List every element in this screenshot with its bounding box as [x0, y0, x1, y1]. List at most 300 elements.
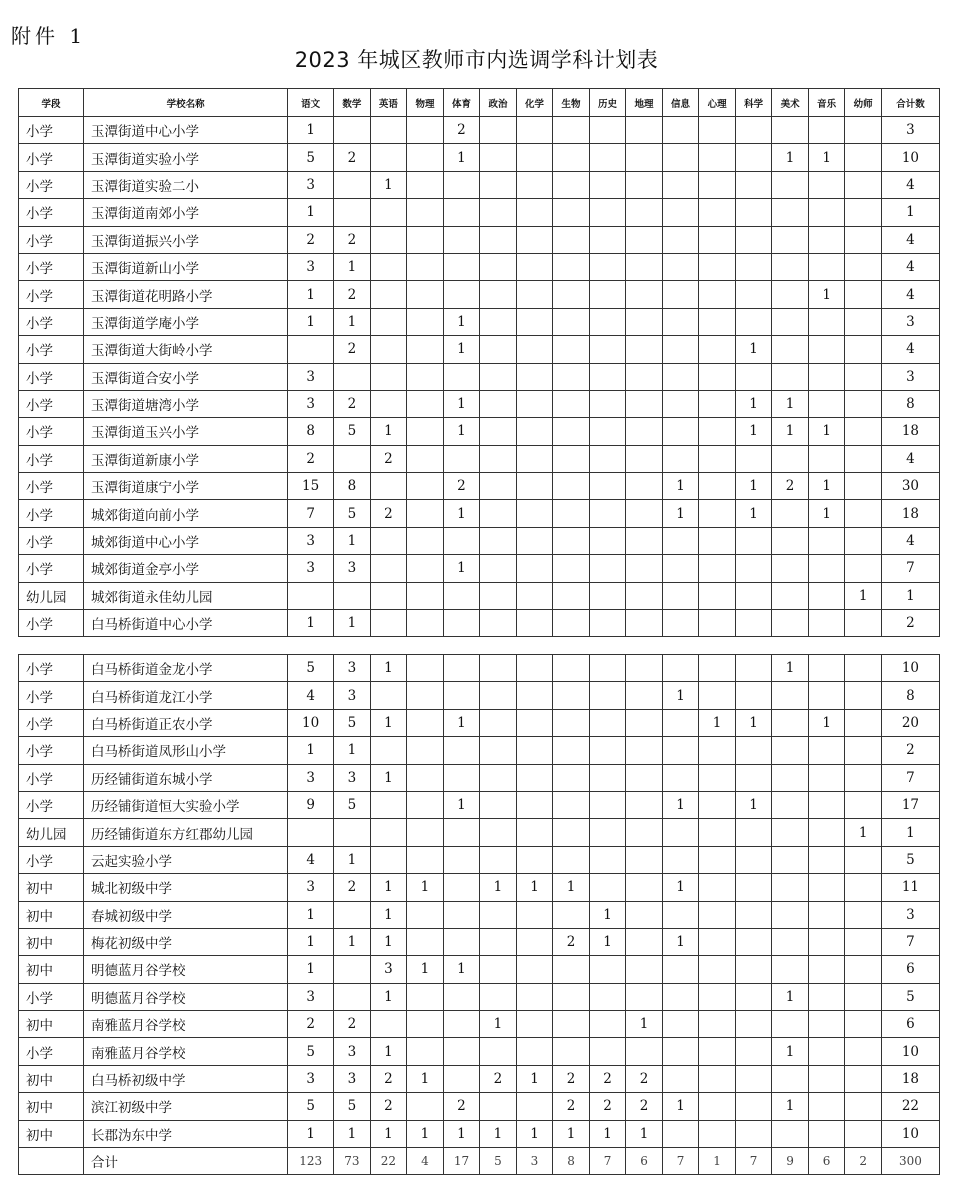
subject-count-cell: 1 — [589, 928, 626, 955]
subject-count-cell: 1 — [334, 737, 371, 764]
subject-count-cell — [735, 144, 772, 171]
subject-count-cell — [626, 737, 663, 764]
subject-count-cell — [589, 1038, 626, 1065]
table-row — [19, 500, 940, 527]
stage-cell: 小学 — [19, 610, 84, 637]
subject-count-cell — [772, 445, 809, 472]
subject-count-cell — [407, 819, 444, 846]
subject-count-cell — [808, 983, 845, 1010]
subject-count-cell: 1 — [772, 983, 809, 1010]
subject-count-cell — [407, 791, 444, 818]
subject-count-cell: 1 — [334, 846, 371, 873]
subject-count-cell: 1 — [334, 1120, 371, 1147]
subject-count-cell: 1 — [553, 1120, 590, 1147]
subject-count-cell — [845, 144, 882, 171]
subject-count-cell: 2 — [553, 1093, 590, 1120]
subject-count-cell — [589, 500, 626, 527]
subject-count-cell: 2 — [553, 928, 590, 955]
subject-count-cell: 3 — [334, 682, 371, 709]
subject-count-cell — [662, 983, 699, 1010]
subject-count-cell — [662, 709, 699, 736]
subject-count-cell — [370, 363, 407, 390]
subject-count-cell — [407, 117, 444, 144]
subject-count-cell: 5 — [334, 500, 371, 527]
stage-cell: 小学 — [19, 144, 84, 171]
row-total-cell: 1 — [881, 199, 939, 226]
table-row — [19, 281, 940, 308]
table-body-part-2 — [19, 655, 940, 1175]
subject-count-cell — [589, 582, 626, 609]
subject-count-cell — [845, 226, 882, 253]
header-subject-biology: 生物 — [553, 89, 590, 117]
subject-count-cell — [845, 555, 882, 582]
table-row — [19, 655, 940, 682]
subject-count-cell: 2 — [626, 1093, 663, 1120]
subject-count-cell — [626, 956, 663, 983]
subject-count-cell — [626, 846, 663, 873]
subject-count-cell — [772, 582, 809, 609]
subject-count-cell: 1 — [288, 928, 334, 955]
subject-count-cell — [626, 819, 663, 846]
table-row — [19, 709, 940, 736]
stage-cell — [19, 1148, 84, 1175]
subject-count-cell: 1 — [589, 901, 626, 928]
subject-count-cell — [845, 308, 882, 335]
subject-count-cell — [553, 582, 590, 609]
subject-count-cell — [808, 737, 845, 764]
subject-count-cell — [626, 226, 663, 253]
subject-count-cell: 1 — [772, 390, 809, 417]
subject-count-cell — [553, 791, 590, 818]
subject-count-cell — [772, 846, 809, 873]
subject-count-cell — [845, 1011, 882, 1038]
header-subject-pe: 体育 — [443, 89, 480, 117]
row-total-cell: 11 — [881, 874, 939, 901]
stage-cell: 小学 — [19, 983, 84, 1010]
subject-count-cell — [553, 1011, 590, 1038]
subject-count-cell — [516, 764, 553, 791]
subject-count-cell — [407, 682, 444, 709]
subject-count-cell — [808, 308, 845, 335]
subject-count-cell — [407, 610, 444, 637]
subject-count-cell — [407, 555, 444, 582]
table-row — [19, 171, 940, 198]
table-row — [19, 610, 940, 637]
school-name-cell: 明德蓝月谷学校 — [84, 983, 288, 1010]
subject-count-cell — [443, 764, 480, 791]
subject-count-cell — [553, 390, 590, 417]
subject-count-cell — [808, 1038, 845, 1065]
subject-count-cell — [443, 983, 480, 1010]
subject-count-cell — [626, 445, 663, 472]
subject-count-cell — [845, 473, 882, 500]
subject-count-cell: 2 — [334, 874, 371, 901]
subject-count-cell — [516, 199, 553, 226]
table-row — [19, 983, 940, 1010]
subject-count-cell — [808, 791, 845, 818]
row-total-cell: 5 — [881, 846, 939, 873]
subject-count-cell — [845, 281, 882, 308]
school-name-cell: 玉潭街道南郊小学 — [84, 199, 288, 226]
row-total-cell: 10 — [881, 655, 939, 682]
subject-count-cell — [699, 928, 736, 955]
subject-count-cell — [626, 117, 663, 144]
stage-cell: 初中 — [19, 1093, 84, 1120]
subject-count-cell — [480, 500, 517, 527]
subject-count-cell — [626, 582, 663, 609]
subject-count-cell — [407, 171, 444, 198]
table-row — [19, 336, 940, 363]
subject-count-cell: 9 — [772, 1148, 809, 1175]
subject-count-cell — [808, 363, 845, 390]
subject-count-cell — [735, 737, 772, 764]
header-subject-chemistry: 化学 — [516, 89, 553, 117]
subject-count-cell — [662, 253, 699, 280]
subject-count-cell — [553, 171, 590, 198]
row-total-cell: 4 — [881, 253, 939, 280]
row-total-cell: 3 — [881, 308, 939, 335]
subject-count-cell — [662, 226, 699, 253]
subject-count-cell — [480, 709, 517, 736]
subject-count-cell: 1 — [443, 956, 480, 983]
header-subject-english: 英语 — [370, 89, 407, 117]
subject-count-cell: 1 — [334, 308, 371, 335]
subject-count-cell — [370, 682, 407, 709]
header-subject-art: 美术 — [772, 89, 809, 117]
subject-count-cell: 1 — [334, 928, 371, 955]
subject-count-cell: 2 — [370, 1065, 407, 1092]
subject-count-cell: 15 — [288, 473, 334, 500]
subject-count-cell — [626, 527, 663, 554]
subject-count-cell — [288, 336, 334, 363]
subject-count-cell — [480, 901, 517, 928]
subject-count-cell — [626, 390, 663, 417]
subject-count-cell — [662, 363, 699, 390]
subject-count-cell: 2 — [370, 445, 407, 472]
subject-count-cell — [699, 171, 736, 198]
subject-count-cell — [370, 336, 407, 363]
header-subject-math: 数学 — [334, 89, 371, 117]
subject-count-cell — [553, 709, 590, 736]
subject-count-cell: 7 — [589, 1148, 626, 1175]
subject-count-cell — [808, 555, 845, 582]
stage-cell: 小学 — [19, 737, 84, 764]
subject-count-cell: 1 — [772, 1038, 809, 1065]
subject-count-cell — [772, 956, 809, 983]
subject-count-cell — [808, 819, 845, 846]
stage-cell: 小学 — [19, 791, 84, 818]
stage-cell: 小学 — [19, 253, 84, 280]
subject-count-cell: 1 — [443, 390, 480, 417]
row-total-cell: 4 — [881, 336, 939, 363]
subject-count-cell: 2 — [334, 144, 371, 171]
subject-count-cell — [808, 928, 845, 955]
row-total-cell: 10 — [881, 1120, 939, 1147]
subject-count-cell: 1 — [808, 418, 845, 445]
school-name-cell: 白马桥街道正农小学 — [84, 709, 288, 736]
table-row — [19, 956, 940, 983]
subject-count-cell: 1 — [662, 682, 699, 709]
subject-count-cell — [589, 764, 626, 791]
subject-count-cell — [808, 655, 845, 682]
subject-count-cell — [553, 655, 590, 682]
row-total-cell: 3 — [881, 363, 939, 390]
subject-count-cell — [443, 655, 480, 682]
plan-table-part-1 — [18, 88, 940, 637]
subject-count-cell — [589, 473, 626, 500]
subject-count-cell — [443, 445, 480, 472]
subject-count-cell — [516, 582, 553, 609]
subject-count-cell — [845, 791, 882, 818]
subject-count-cell — [626, 199, 663, 226]
subject-count-cell — [370, 390, 407, 417]
subject-count-cell: 3 — [288, 874, 334, 901]
subject-count-cell: 3 — [288, 764, 334, 791]
subject-count-cell — [589, 737, 626, 764]
subject-count-cell — [845, 527, 882, 554]
stage-cell: 小学 — [19, 390, 84, 417]
subject-count-cell — [735, 281, 772, 308]
subject-count-cell — [553, 956, 590, 983]
subject-count-cell — [480, 253, 517, 280]
subject-count-cell — [735, 253, 772, 280]
subject-count-cell — [334, 171, 371, 198]
stage-cell: 初中 — [19, 874, 84, 901]
subject-count-cell: 1 — [699, 709, 736, 736]
subject-count-cell — [699, 1120, 736, 1147]
subject-count-cell: 1 — [772, 418, 809, 445]
subject-count-cell — [589, 610, 626, 637]
subject-count-cell — [626, 928, 663, 955]
school-name-cell: 玉潭街道新康小学 — [84, 445, 288, 472]
stage-cell: 小学 — [19, 500, 84, 527]
subject-count-cell — [808, 171, 845, 198]
subject-count-cell: 1 — [288, 901, 334, 928]
table-row — [19, 928, 940, 955]
total-row — [19, 1148, 940, 1175]
row-total-cell: 10 — [881, 1038, 939, 1065]
subject-count-cell: 2 — [370, 500, 407, 527]
subject-count-cell — [480, 582, 517, 609]
subject-count-cell: 2 — [589, 1093, 626, 1120]
subject-count-cell — [480, 336, 517, 363]
subject-count-cell: 7 — [735, 1148, 772, 1175]
school-name-cell: 城郊街道向前小学 — [84, 500, 288, 527]
subject-count-cell — [516, 226, 553, 253]
subject-count-cell — [808, 610, 845, 637]
subject-count-cell — [516, 253, 553, 280]
subject-count-cell — [288, 582, 334, 609]
stage-cell: 小学 — [19, 171, 84, 198]
subject-count-cell — [626, 682, 663, 709]
subject-count-cell — [589, 956, 626, 983]
subject-count-cell: 1 — [735, 500, 772, 527]
subject-count-cell — [845, 901, 882, 928]
subject-count-cell — [516, 473, 553, 500]
subject-count-cell — [772, 308, 809, 335]
subject-count-cell — [626, 363, 663, 390]
subject-count-cell — [735, 983, 772, 1010]
subject-count-cell — [699, 445, 736, 472]
subject-count-cell — [699, 764, 736, 791]
subject-count-cell — [443, 1065, 480, 1092]
subject-count-cell — [845, 500, 882, 527]
table-row — [19, 363, 940, 390]
subject-count-cell: 2 — [288, 226, 334, 253]
school-name-cell: 玉潭街道新山小学 — [84, 253, 288, 280]
subject-count-cell: 1 — [516, 874, 553, 901]
subject-count-cell — [626, 610, 663, 637]
stage-cell: 小学 — [19, 555, 84, 582]
subject-count-cell — [845, 253, 882, 280]
subject-count-cell — [589, 709, 626, 736]
table-row — [19, 199, 940, 226]
school-name-cell: 历经铺街道东城小学 — [84, 764, 288, 791]
subject-count-cell — [407, 308, 444, 335]
subject-count-cell: 2 — [845, 1148, 882, 1175]
school-name-cell: 梅花初级中学 — [84, 928, 288, 955]
subject-count-cell: 3 — [370, 956, 407, 983]
subject-count-cell: 2 — [443, 1093, 480, 1120]
header-subject-physics: 物理 — [407, 89, 444, 117]
table-row — [19, 527, 940, 554]
subject-count-cell — [516, 171, 553, 198]
subject-count-cell — [334, 363, 371, 390]
subject-count-cell — [735, 1011, 772, 1038]
subject-count-cell: 5 — [288, 655, 334, 682]
subject-count-cell — [516, 791, 553, 818]
subject-count-cell — [699, 199, 736, 226]
subject-count-cell — [772, 874, 809, 901]
subject-count-cell — [772, 610, 809, 637]
subject-count-cell — [662, 527, 699, 554]
stage-cell: 小学 — [19, 336, 84, 363]
subject-count-cell: 1 — [772, 1093, 809, 1120]
subject-count-cell — [662, 281, 699, 308]
subject-count-cell — [589, 983, 626, 1010]
subject-count-cell: 2 — [553, 1065, 590, 1092]
subject-count-cell: 2 — [480, 1065, 517, 1092]
stage-cell: 小学 — [19, 418, 84, 445]
subject-count-cell — [516, 418, 553, 445]
subject-count-cell: 9 — [288, 791, 334, 818]
subject-count-cell — [699, 390, 736, 417]
school-name-cell: 南雅蓝月谷学校 — [84, 1011, 288, 1038]
subject-count-cell: 1 — [443, 500, 480, 527]
subject-count-cell — [407, 737, 444, 764]
table-row — [19, 308, 940, 335]
subject-count-cell — [845, 655, 882, 682]
subject-count-cell: 1 — [443, 709, 480, 736]
subject-count-cell: 3 — [288, 363, 334, 390]
table-row — [19, 791, 940, 818]
subject-count-cell: 1 — [808, 144, 845, 171]
table-row — [19, 582, 940, 609]
school-name-cell: 玉潭街道学庵小学 — [84, 308, 288, 335]
subject-count-cell — [370, 308, 407, 335]
subject-count-cell — [699, 1038, 736, 1065]
subject-count-cell — [662, 199, 699, 226]
subject-count-cell — [845, 117, 882, 144]
subject-count-cell: 1 — [407, 1120, 444, 1147]
subject-count-cell — [589, 791, 626, 818]
row-total-cell: 18 — [881, 418, 939, 445]
subject-count-cell — [845, 1120, 882, 1147]
subject-count-cell: 1 — [808, 473, 845, 500]
subject-count-cell: 1 — [288, 117, 334, 144]
header-subject-preschool: 幼师 — [845, 89, 882, 117]
subject-count-cell: 3 — [516, 1148, 553, 1175]
school-name-cell: 玉潭街道实验二小 — [84, 171, 288, 198]
subject-count-cell — [370, 473, 407, 500]
school-name-cell: 历经铺街道东方红郡幼儿园 — [84, 819, 288, 846]
subject-count-cell: 1 — [662, 473, 699, 500]
subject-count-cell — [808, 445, 845, 472]
subject-count-cell — [370, 555, 407, 582]
row-total-cell: 1 — [881, 819, 939, 846]
subject-count-cell — [553, 336, 590, 363]
school-name-cell: 白马桥街道龙江小学 — [84, 682, 288, 709]
subject-count-cell — [407, 363, 444, 390]
subject-count-cell — [589, 281, 626, 308]
stage-cell: 小学 — [19, 445, 84, 472]
subject-count-cell: 1 — [370, 928, 407, 955]
subject-count-cell — [407, 199, 444, 226]
subject-count-cell: 2 — [334, 226, 371, 253]
subject-count-cell — [699, 226, 736, 253]
subject-count-cell — [516, 819, 553, 846]
subject-count-cell: 4 — [288, 682, 334, 709]
header-subject-science: 科学 — [735, 89, 772, 117]
header-school-name: 学校名称 — [84, 89, 288, 117]
subject-count-cell — [772, 281, 809, 308]
subject-count-cell: 2 — [443, 117, 480, 144]
subject-count-cell: 5 — [288, 1038, 334, 1065]
subject-count-cell — [589, 418, 626, 445]
subject-count-cell — [407, 253, 444, 280]
subject-count-cell: 1 — [443, 308, 480, 335]
subject-count-cell — [699, 846, 736, 873]
stage-cell: 小学 — [19, 363, 84, 390]
subject-count-cell: 4 — [407, 1148, 444, 1175]
subject-count-cell — [845, 610, 882, 637]
subject-count-cell — [516, 846, 553, 873]
subject-count-cell — [662, 956, 699, 983]
subject-count-cell: 1 — [443, 791, 480, 818]
row-total-cell: 3 — [881, 117, 939, 144]
subject-count-cell: 6 — [808, 1148, 845, 1175]
subject-count-cell: 2 — [288, 1011, 334, 1038]
subject-count-cell — [553, 253, 590, 280]
subject-count-cell — [516, 610, 553, 637]
subject-count-cell — [443, 199, 480, 226]
subject-count-cell — [516, 1093, 553, 1120]
row-total-cell: 4 — [881, 281, 939, 308]
subject-count-cell — [735, 610, 772, 637]
subject-count-cell — [407, 144, 444, 171]
subject-count-cell: 1 — [480, 1120, 517, 1147]
stage-cell: 初中 — [19, 1120, 84, 1147]
subject-count-cell: 1 — [370, 901, 407, 928]
subject-count-cell — [516, 555, 553, 582]
subject-count-cell: 1 — [370, 171, 407, 198]
subject-count-cell — [626, 655, 663, 682]
subject-count-cell — [370, 281, 407, 308]
subject-count-cell — [772, 1011, 809, 1038]
subject-count-cell: 5 — [288, 144, 334, 171]
school-name-cell: 玉潭街道花明路小学 — [84, 281, 288, 308]
subject-count-cell — [407, 500, 444, 527]
